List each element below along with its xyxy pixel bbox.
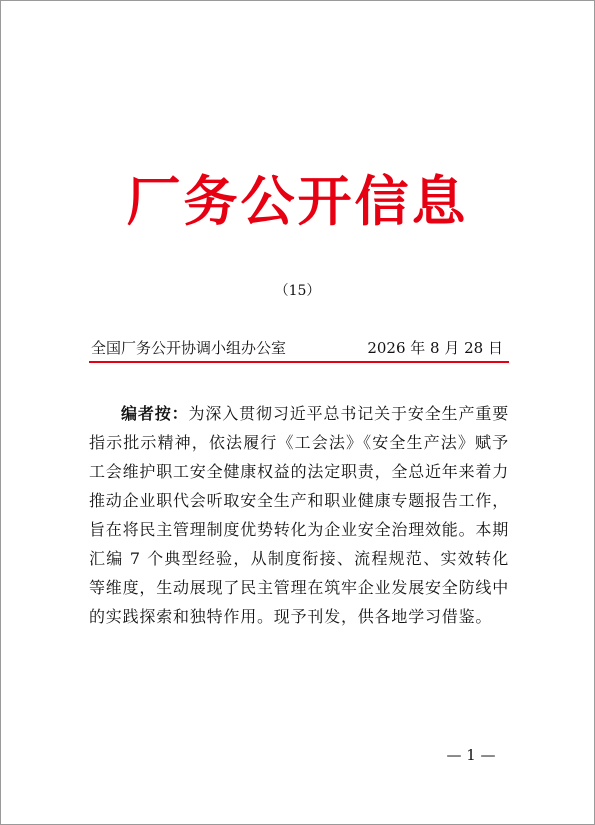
header-meta-row <box>89 338 507 358</box>
editor-note-label: 编者按： <box>121 404 189 423</box>
issue-date: 2026 年 8 月 28 日 <box>367 339 503 357</box>
issue-number: （15） <box>274 283 321 299</box>
page-number: — 1 — <box>446 746 496 764</box>
issuing-office: 全国厂务公开协调小组办公室 <box>91 339 287 357</box>
masthead-title: 厂务公开信息 <box>126 170 469 233</box>
editor-note-paragraph <box>89 399 509 631</box>
editor-note-text: 为深入贯彻习近平总书记关于安全生产重要指示批示精神，依法履行《工会法》《安全生产法》赋予工会维护职工安全健康权益的法定职责，全总近年来着力推动企业职代会听取安全生产和职业健康专题报告工作，旨在将民主管理制度优势转化为企业安全治理效能。本期汇编 7 个典型经验，从制度衔接、流程规范、实效转化等维度，生动展现了民主管理在筑牢企业发展安全防线中的实践探索和独特作用。现予刊发，供各地学习借鉴。 <box>89 404 510 626</box>
red-divider-line <box>89 361 509 363</box>
